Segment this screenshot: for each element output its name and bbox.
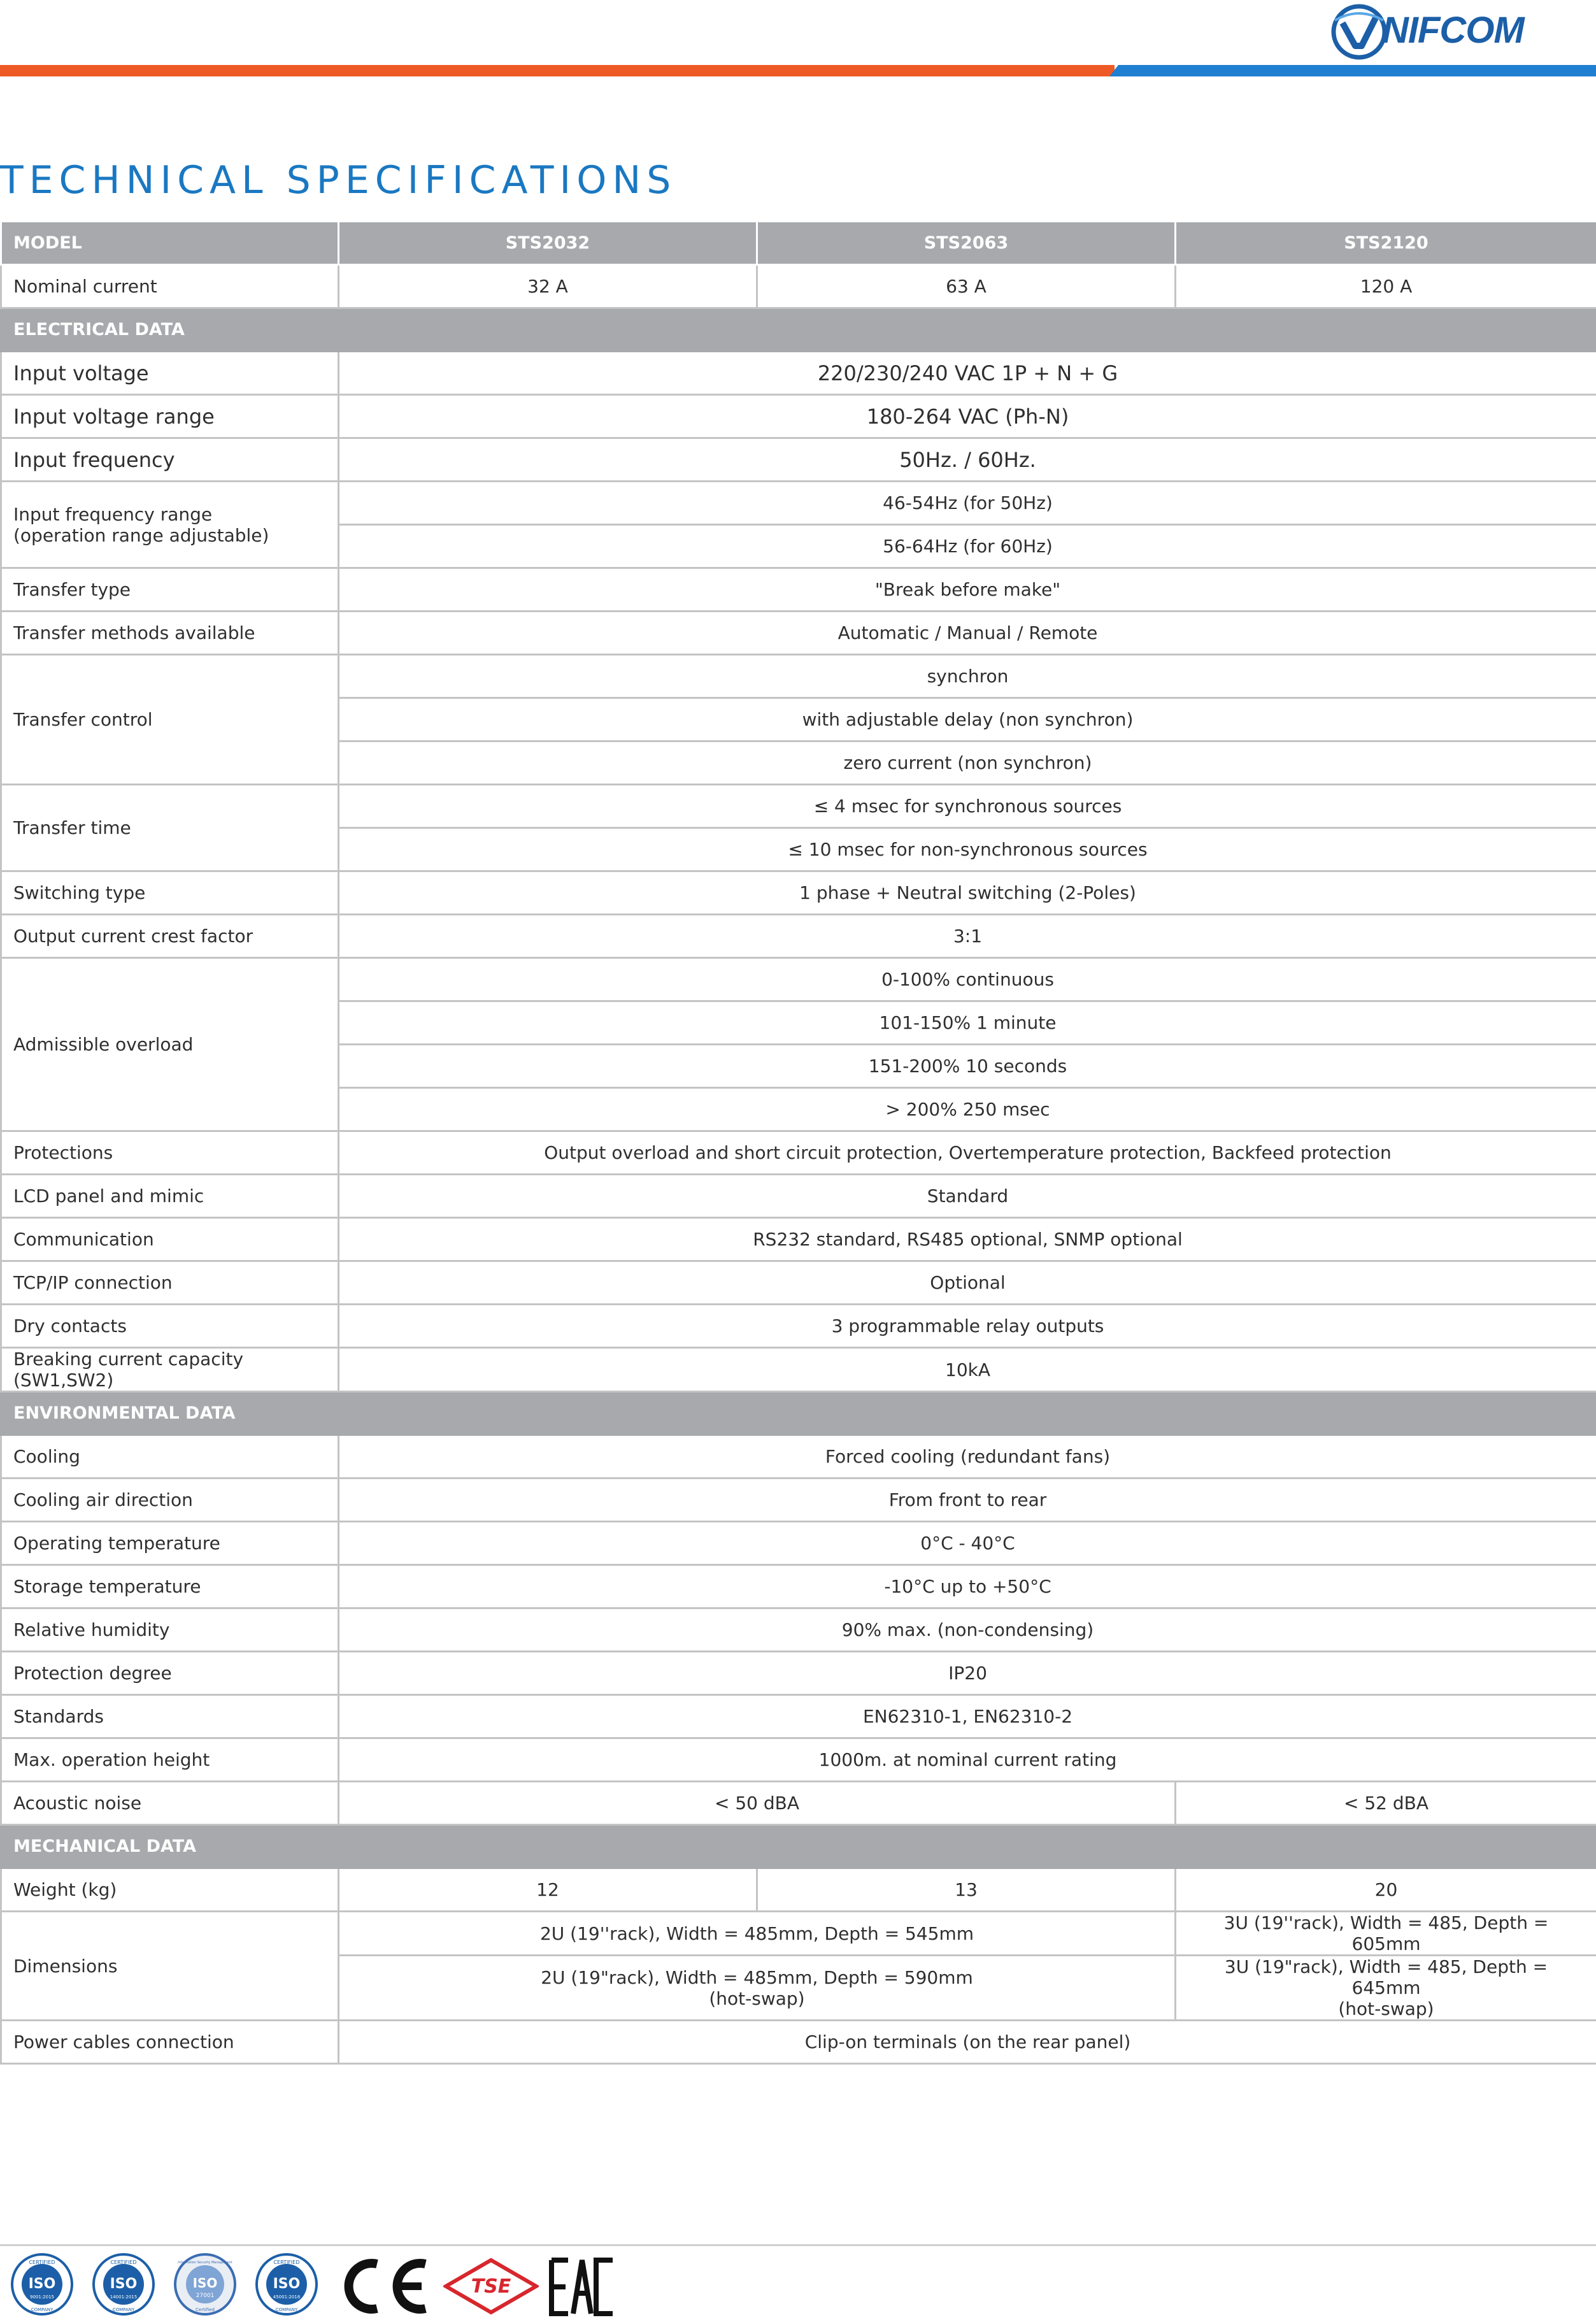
row-value: 20 xyxy=(1176,1868,1596,1912)
table-row xyxy=(1,395,1596,438)
table-row xyxy=(1,1175,1596,1218)
row-value: < 50 dBA xyxy=(339,1782,1176,1825)
row-value: 101-150% 1 minute xyxy=(339,1001,1596,1045)
row-value: ≤ 4 msec for synchronous sources xyxy=(339,785,1596,828)
page-title: TECHNICAL SPECIFICATIONS xyxy=(0,158,677,203)
row-value: 32 A xyxy=(339,265,757,308)
cert-top: Information Security Management xyxy=(178,2261,232,2265)
table-row xyxy=(1,958,1596,1001)
row-label: Transfer type xyxy=(1,568,339,612)
row-value xyxy=(339,1956,1176,2021)
table-row xyxy=(1,1305,1596,1348)
table-row xyxy=(1,1695,1596,1738)
row-value: Standard xyxy=(339,1175,1596,1218)
row-label: Dimensions xyxy=(1,1912,339,2021)
table-row xyxy=(1,1348,1596,1392)
table-row xyxy=(1,1652,1596,1695)
model-sts2063: STS2063 xyxy=(757,222,1176,265)
row-label-line: Input frequency range xyxy=(13,503,213,525)
row-value: Optional xyxy=(339,1261,1596,1305)
cert-code: 45001:2018 xyxy=(273,2295,301,2300)
row-value: with adjustable delay (non synchron) xyxy=(339,698,1596,741)
footer-divider xyxy=(0,2244,1596,2246)
row-value: 3:1 xyxy=(339,915,1596,958)
cert-top: CERTIFIED xyxy=(273,2259,300,2265)
row-value: 0°C - 40°C xyxy=(339,1522,1596,1565)
table-row xyxy=(1,265,1596,308)
row-value-line: 2U (19"rack), Width = 485mm, Depth = 590mm xyxy=(541,1966,973,1988)
iso-9001-certified-icon xyxy=(10,2252,74,2316)
row-value: 1 phase + Neutral switching (2-Poles) xyxy=(339,871,1596,915)
cert-code: 27001 xyxy=(196,2293,215,2299)
cert-name: ISO xyxy=(28,2276,56,2292)
row-value: 120 A xyxy=(1176,265,1596,308)
row-value: Clip-on terminals (on the rear panel) xyxy=(339,2021,1596,2064)
cert-bottom: Certified xyxy=(196,2307,215,2312)
table-row xyxy=(1,482,1596,525)
row-value: Output overload and short circuit protection, Overtemperature protection, Backfeed protection xyxy=(339,1131,1596,1175)
row-value-line: 3U (19"rack), Width = 485, Depth = 645mm xyxy=(1224,1956,1548,1998)
row-value: > 200% 250 msec xyxy=(339,1088,1596,1131)
table-row xyxy=(1,1912,1596,1956)
iso-27001-certified-icon xyxy=(173,2252,237,2316)
row-value: synchron xyxy=(339,655,1596,698)
row-value: 2U (19''rack), Width = 485mm, Depth = 545mm xyxy=(339,1912,1176,1956)
section-header-electrical xyxy=(1,308,1596,352)
row-label: Dry contacts xyxy=(1,1305,339,1348)
row-value: 3 programmable relay outputs xyxy=(339,1305,1596,1348)
ce-mark-icon xyxy=(338,2258,433,2315)
section-title: ELECTRICAL DATA xyxy=(1,308,1596,352)
row-value: ≤ 10 msec for non-synchronous sources xyxy=(339,828,1596,871)
cert-code: 14001:2015 xyxy=(110,2295,138,2300)
row-value: 12 xyxy=(339,1868,757,1912)
row-value: zero current (non synchron) xyxy=(339,741,1596,785)
row-label: Power cables connection xyxy=(1,2021,339,2064)
row-label: Input voltage xyxy=(1,352,339,395)
table-row xyxy=(1,1608,1596,1652)
row-label: Output current crest factor xyxy=(1,915,339,958)
row-value-line: (hot-swap) xyxy=(1338,1998,1434,2019)
model-sts2120: STS2120 xyxy=(1176,222,1596,265)
row-label: Switching type xyxy=(1,871,339,915)
eac-mark-icon xyxy=(549,2258,619,2316)
row-label: Admissible overload xyxy=(1,958,339,1131)
table-row xyxy=(1,352,1596,395)
table-row xyxy=(1,1479,1596,1522)
table-row xyxy=(1,1782,1596,1825)
row-label: Protection degree xyxy=(1,1652,339,1695)
row-value: 151-200% 10 seconds xyxy=(339,1045,1596,1088)
row-label-line: (operation range adjustable) xyxy=(13,524,269,546)
table-row xyxy=(1,568,1596,612)
model-header: MODEL xyxy=(1,222,339,265)
row-label: Breaking current capacity (SW1,SW2) xyxy=(1,1348,339,1392)
row-label: Transfer time xyxy=(1,785,339,871)
row-value: From front to rear xyxy=(339,1479,1596,1522)
cert-bottom: COMPANY xyxy=(31,2307,53,2312)
row-label: Communication xyxy=(1,1218,339,1261)
row-label: Standards xyxy=(1,1695,339,1738)
cert-bottom: COMPANY xyxy=(275,2307,298,2312)
brand-name: NIFCOM xyxy=(1382,10,1524,51)
row-value xyxy=(1176,1956,1596,2021)
table-row xyxy=(1,655,1596,698)
row-value: Forced cooling (redundant fans) xyxy=(339,1435,1596,1479)
table-row xyxy=(1,1131,1596,1175)
iso-14001-certified-icon xyxy=(92,2252,155,2316)
row-value: 10kA xyxy=(339,1348,1596,1392)
row-value: 50Hz. / 60Hz. xyxy=(339,438,1596,482)
row-value: < 52 dBA xyxy=(1176,1782,1596,1825)
row-value: RS232 standard, RS485 optional, SNMP optional xyxy=(339,1218,1596,1261)
table-row xyxy=(1,1218,1596,1261)
row-value: Automatic / Manual / Remote xyxy=(339,612,1596,655)
table-row xyxy=(1,612,1596,655)
row-value: 0-100% continuous xyxy=(339,958,1596,1001)
table-row xyxy=(1,1565,1596,1608)
row-value: "Break before make" xyxy=(339,568,1596,612)
row-value: IP20 xyxy=(339,1652,1596,1695)
row-value: EN62310-1, EN62310-2 xyxy=(339,1695,1596,1738)
row-label xyxy=(1,482,339,568)
header-stripe-orange xyxy=(0,65,1115,76)
table-row xyxy=(1,785,1596,828)
table-row xyxy=(1,1435,1596,1479)
row-label: Relative humidity xyxy=(1,1608,339,1652)
table-row xyxy=(1,2021,1596,2064)
table-row xyxy=(1,1738,1596,1782)
row-value: 220/230/240 VAC 1P + N + G xyxy=(339,352,1596,395)
row-value: -10°C up to +50°C xyxy=(339,1565,1596,1608)
model-sts2032: STS2032 xyxy=(339,222,757,265)
row-label: Input frequency xyxy=(1,438,339,482)
row-value: 90% max. (non-condensing) xyxy=(339,1608,1596,1652)
row-label: Cooling xyxy=(1,1435,339,1479)
table-row xyxy=(1,1522,1596,1565)
row-label: Input voltage range xyxy=(1,395,339,438)
row-label: Acoustic noise xyxy=(1,1782,339,1825)
cert-code: 9001:2015 xyxy=(30,2295,54,2300)
row-label: Max. operation height xyxy=(1,1738,339,1782)
table-row xyxy=(1,438,1596,482)
row-label: TCP/IP connection xyxy=(1,1261,339,1305)
table-row xyxy=(1,915,1596,958)
row-value: 13 xyxy=(757,1868,1176,1912)
row-label: Transfer control xyxy=(1,655,339,785)
section-header-environmental xyxy=(1,1392,1596,1435)
section-title: MECHANICAL DATA xyxy=(1,1825,1596,1868)
cert-bottom: COMPANY xyxy=(112,2307,135,2312)
section-header-mechanical xyxy=(1,1825,1596,1868)
table-header-row xyxy=(1,222,1596,265)
row-value: 180-264 VAC (Ph-N) xyxy=(339,395,1596,438)
table-row xyxy=(1,1261,1596,1305)
cert-name: ISO xyxy=(192,2275,218,2291)
row-value: 63 A xyxy=(757,265,1176,308)
row-value-line: (hot-swap) xyxy=(709,1987,805,2009)
table-row xyxy=(1,1868,1596,1912)
table-row xyxy=(1,871,1596,915)
row-label: Transfer methods available xyxy=(1,612,339,655)
row-label: LCD panel and mimic xyxy=(1,1175,339,1218)
row-value: 46-54Hz (for 50Hz) xyxy=(339,482,1596,525)
row-label: Operating temperature xyxy=(1,1522,339,1565)
row-label: Weight (kg) xyxy=(1,1868,339,1912)
cert-top: CERTIFIED xyxy=(110,2259,137,2265)
row-label: Protections xyxy=(1,1131,339,1175)
spec-table xyxy=(0,220,1596,2065)
cert-top: CERTIFIED xyxy=(29,2259,55,2265)
row-value: 1000m. at nominal current rating xyxy=(339,1738,1596,1782)
row-value: 3U (19''rack), Width = 485, Depth = 605mm xyxy=(1176,1912,1596,1956)
cert-name: ISO xyxy=(110,2276,138,2292)
row-value: 56-64Hz (for 60Hz) xyxy=(339,525,1596,568)
tse-mark-icon xyxy=(443,2258,539,2315)
iso-45001-certified-icon xyxy=(255,2252,318,2316)
header-stripe-blue xyxy=(1109,65,1596,76)
row-label: Nominal current xyxy=(1,265,339,308)
section-title: ENVIRONMENTAL DATA xyxy=(1,1392,1596,1435)
cert-name: ISO xyxy=(273,2276,301,2292)
row-label: Storage temperature xyxy=(1,1565,339,1608)
row-label: Cooling air direction xyxy=(1,1479,339,1522)
tse-label: TSE xyxy=(471,2275,511,2298)
